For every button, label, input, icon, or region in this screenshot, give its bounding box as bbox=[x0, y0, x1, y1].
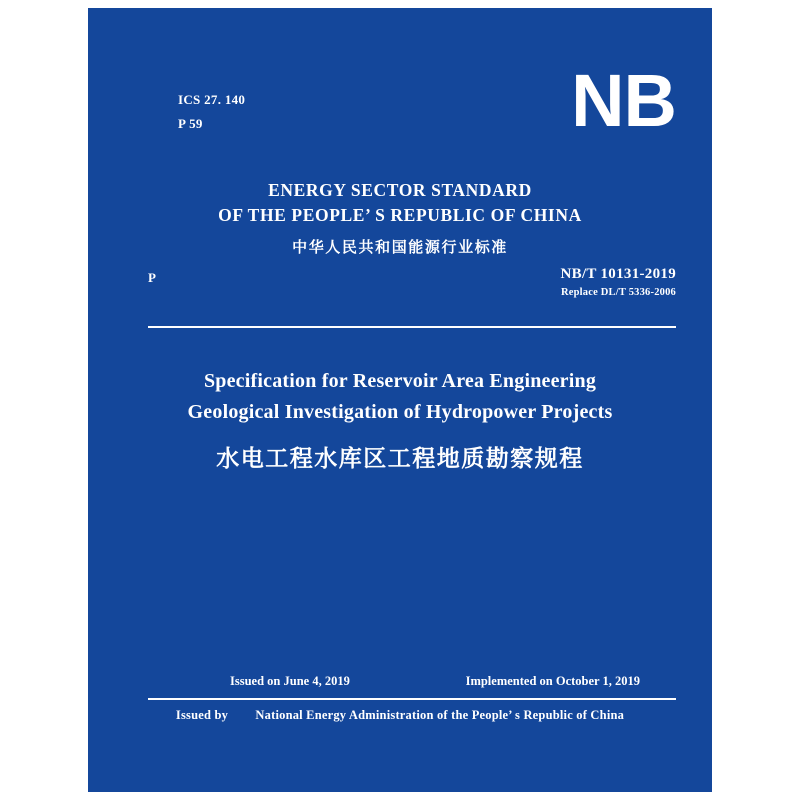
issued-by-label: Issued by bbox=[175, 708, 229, 722]
title-chinese: 水电工程水库区工程地质勘察规程 bbox=[216, 446, 584, 471]
standard-number-row bbox=[148, 266, 676, 312]
standard-number-block bbox=[561, 266, 676, 298]
standard-cover bbox=[88, 8, 712, 792]
divider-top bbox=[148, 326, 676, 328]
divider-bottom bbox=[148, 698, 676, 700]
replaced-standard: Replace DL/T 5336-2006 bbox=[560, 287, 676, 298]
issued-by-organization: National Energy Administration of the People’ s Republic of China bbox=[255, 708, 625, 722]
document-title-block bbox=[88, 366, 712, 473]
headline-line-1: ENERGY SECTOR STANDARD bbox=[268, 180, 532, 200]
title-en-line-1: Specification for Reservoir Area Engineering bbox=[203, 370, 597, 392]
implemented-on-date: Implemented on October 1, 2019 bbox=[465, 674, 640, 688]
classification-mark: P bbox=[148, 270, 156, 285]
title-en-line-2: Geological Investigation of Hydropower Projects bbox=[187, 401, 613, 423]
ics-code: ICS 27. 140 bbox=[178, 92, 246, 107]
nb-logo: NB bbox=[571, 59, 676, 142]
ics-classification-block bbox=[178, 88, 245, 136]
standard-number: NB/T 10131-2019 bbox=[560, 266, 676, 282]
issuer-row bbox=[88, 708, 712, 723]
ics-subcode: P 59 bbox=[178, 116, 203, 132]
headline-chinese: 中华人民共和国能源行业标准 bbox=[292, 239, 508, 256]
headline-line-2: OF THE PEOPLE’ S REPUBLIC OF CHINA bbox=[218, 205, 582, 226]
standard-headline bbox=[88, 178, 712, 257]
issued-on-date: Issued on June 4, 2019 bbox=[230, 674, 350, 688]
dates-row bbox=[148, 674, 676, 694]
